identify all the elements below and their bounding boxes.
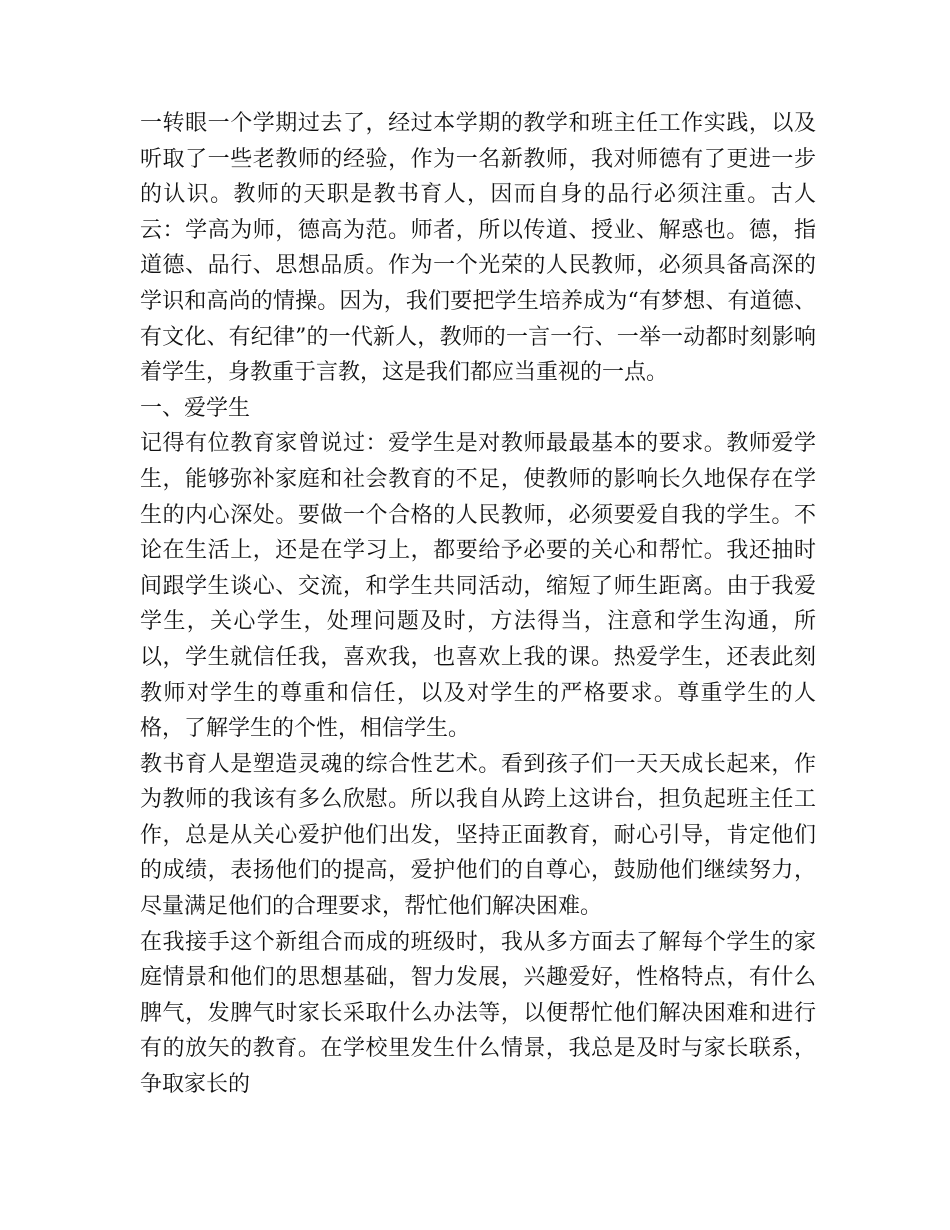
section-heading-love-students: 一、爱学生 [140,395,251,421]
document-body [140,106,816,1103]
class-management-paragraph: 在我接手这个新组合而成的班级时，我从多方面去了解每个学生的家庭情景和他们的思想基础，智力发展，兴趣爱好，性格特点，有什么脾气，发脾气时家长采取什么办法等，以便帮忙他们解决困难和进行有的放矢的教育。在学校里发生什么情景，我总是及时与家长联系，争取家长的 [140,929,816,1098]
love-students-paragraph: 记得有位教育家曾说过：爱学生是对教师最最基本的要求。教师爱学生，能够弥补家庭和社会教育的不足，使教师的影响长久地保存在学生的内心深处。要做一个合格的人民教师，必须要爱自我的学生。不论在生活上，还是在学习上，都要给予必要的关心和帮忙。我还抽时间跟学生谈心、交流，和学生共同活动，缩短了师生距离。由于我爱学生，关心学生，处理问题及时，方法得当，注意和学生沟通，所以，学生就信任我，喜欢我，也喜欢上我的课。热爱学生，还表此刻教师对学生的尊重和信任，以及对学生的严格要求。尊重学生的人格，了解学生的个性，相信学生。 [140,431,816,742]
intro-paragraph: 一转眼一个学期过去了，经过本学期的教学和班主任工作实践，以及听取了一些老教师的经验，作为一名新教师，我对师德有了更进一步的认识。教师的天职是教书育人，因而自身的品行必须注重。古人云：学高为师，德高为范。师者，所以传道、授业、解惑也。德，指道德、品行、思想品质。作为一个光荣的人民教师，必须具备高深的学识和高尚的情操。因为，我们要把学生培养成为“有梦想、有道德、有文化、有纪律”的一代新人，教师的一言一行、一举一动都时刻影响着学生，身教重于言教，这是我们都应当重视的一点。 [140,111,816,386]
teaching-art-paragraph: 教书育人是塑造灵魂的综合性艺术。看到孩子们一天天成长起来，作为教师的我该有多么欣慰。所以我自从跨上这讲台，担负起班主任工作，总是从关心爱护他们出发，坚持正面教育，耐心引导，肯定他们的成绩，表扬他们的提高，爱护他们的自尊心，鼓励他们继续努力，尽量满足他们的合理要求，帮忙他们解决困难。 [140,751,816,920]
